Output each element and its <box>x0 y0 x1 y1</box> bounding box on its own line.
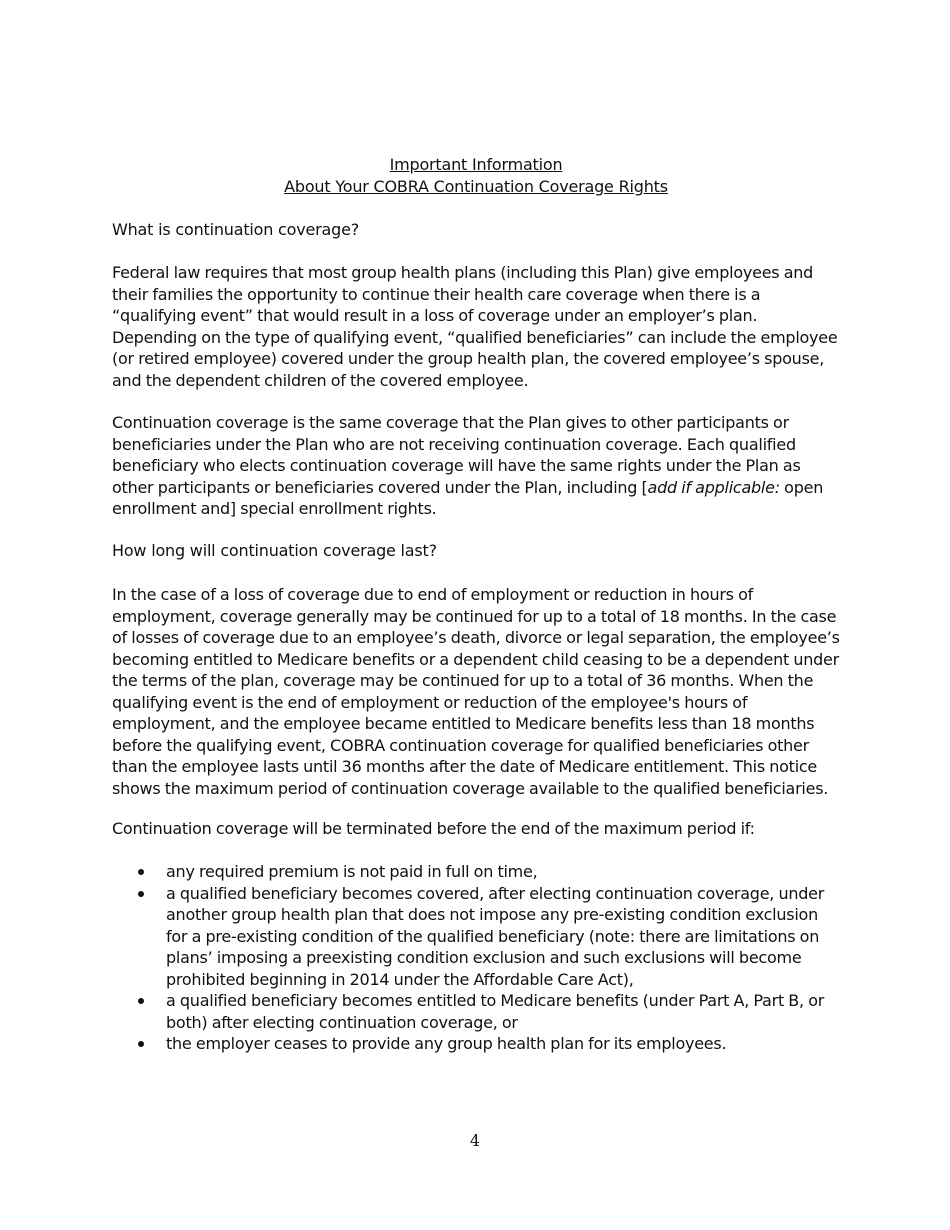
paragraph-same-coverage-italic: add if applicable: <box>647 477 780 497</box>
paragraph-terminated-before: Continuation coverage will be terminated before the end of the maximum period if: <box>112 819 755 838</box>
page-number: 4 <box>469 1131 481 1150</box>
bullet-icon <box>138 891 144 897</box>
list-item <box>112 883 840 991</box>
bullet-icon <box>138 998 144 1004</box>
paragraph-same-coverage-text: Continuation coverage is the same coverage that the Plan gives to other participants or beneficiaries under the Plan who are not receiving continuation coverage. Each qualified beneficiary who elects continuation coverage will have the same rights under the Plan as other participants or beneficiaries covered under the Plan, including [ <box>112 413 801 497</box>
list-item-text: the employer ceases to provide any group health plan for its employees. <box>166 1034 727 1053</box>
section-heading-continuation-coverage: What is continuation coverage? <box>112 220 360 239</box>
list-item-text: any required premium is not paid in full on time, <box>166 862 538 881</box>
paragraph-same-coverage <box>112 412 840 520</box>
termination-conditions-list <box>112 861 840 1055</box>
list-item <box>112 861 840 883</box>
title-line-1: Important Information <box>389 155 563 174</box>
title-line-2: About Your COBRA Continuation Coverage Rights <box>284 177 668 196</box>
paragraph-same-coverage-text-after: open enrollment and] special enrollment rights. <box>112 477 824 518</box>
paragraph-loss-of-coverage: In the case of a loss of coverage due to end of employment or reduction in hours of employment, coverage generally may be continued for up to a total of 18 months. In the case of losses of coverage due to an employee’s death, divorce or legal separation, the employee’s becoming entitled to Medicare benefits or a dependent child ceasing to be a dependent under the terms of the plan, coverage may be continued for up to a total of 36 months. When the qualifying event is the end of employment or reduction of the employee's hours of employment, and the employee became entitled to Medicare benefits less than 18 months before the qualifying event, COBRA continuation coverage for qualified beneficiaries other than the employee lasts until 36 months after the date of Medicare entitlement. This notice shows the maximum period of continuation coverage available to the qualified beneficiaries. <box>112 585 840 798</box>
list-item <box>112 1033 840 1055</box>
list-item <box>112 990 840 1033</box>
section-heading-how-long: How long will continuation coverage last? <box>112 541 437 560</box>
paragraph-federal-law: Federal law requires that most group health plans (including this Plan) give employees and their families the opportunity to continue their health care coverage when there is a “qualifying event” that would result in a loss of coverage under an employer’s plan. Depending on the type of qualifying event, “qualified beneficiaries” can include the employee (or retired employee) covered under the group health plan, the covered employee’s spouse, and the dependent children of the covered employee. <box>112 263 838 390</box>
document-page <box>112 0 840 1230</box>
document-title <box>112 154 840 198</box>
list-item-text: a qualified beneficiary becomes entitled to Medicare benefits (under Part A, Part B, or both) after electing continuation coverage, or <box>166 991 825 1032</box>
bullet-icon <box>138 869 144 875</box>
bullet-icon <box>138 1041 144 1047</box>
list-item-text: a qualified beneficiary becomes covered, after electing continuation coverage, under another group health plan that does not impose any pre-existing condition exclusion for a pre-existing condition of the qualified beneficiary (note: there are limitations on plans’ imposing a preexisting condition exclusion and such exclusions will become prohibited beginning in 2014 under the Affordable Care Act), <box>166 883 825 989</box>
